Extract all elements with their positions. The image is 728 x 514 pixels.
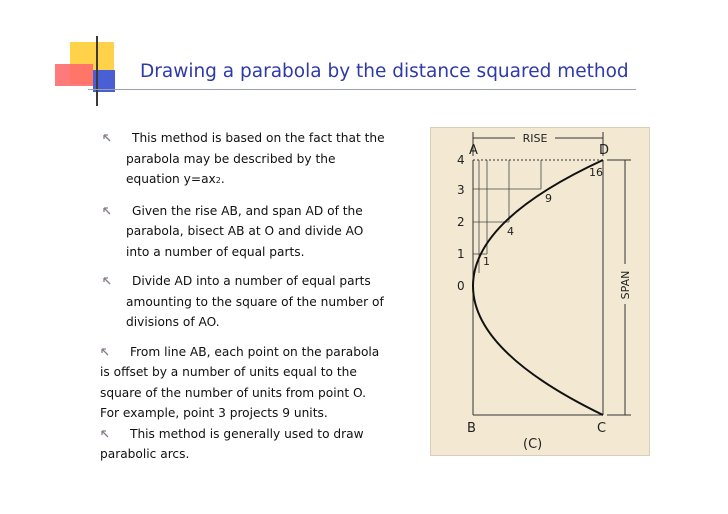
point-d-label: D xyxy=(599,143,610,158)
arrow-bullet-icon xyxy=(100,424,112,444)
parabola-diagram xyxy=(431,128,649,455)
point-a-label: A xyxy=(469,143,478,158)
title-underline xyxy=(88,89,636,90)
bullet-text-line: parabolic arcs. xyxy=(100,447,190,461)
equation-subscript: 2 xyxy=(215,176,221,185)
bullet-text-line: amounting to the square of the number of xyxy=(126,294,384,309)
division-label-3: 3 xyxy=(457,183,465,197)
slide-title: Drawing a parabola by the distance squared method xyxy=(140,61,629,82)
arrow-bullet-icon xyxy=(102,128,114,148)
decor-vertical-line xyxy=(96,36,98,106)
arrow-bullet-icon xyxy=(100,342,112,362)
bullet-text-line: into a number of equal parts. xyxy=(126,244,305,259)
bullet-text-line: Given the rise AB, and span AD of the xyxy=(132,203,363,218)
offset-label-16: 16 xyxy=(589,166,603,179)
bullet-text-line xyxy=(102,169,402,192)
arrow-bullet-icon xyxy=(102,201,114,221)
bullet-item xyxy=(100,342,402,424)
point-b-label: B xyxy=(467,421,476,436)
bullet-text-line: parabola, bisect AB at O and divide AO xyxy=(126,224,364,238)
parabola-curve xyxy=(473,160,603,415)
equation-text: equation y=ax xyxy=(126,172,216,186)
division-label-0: 0 xyxy=(457,279,465,293)
bullet-item xyxy=(102,201,402,263)
bullet-text-line: Divide AD into a number of equal parts xyxy=(132,274,371,288)
bullet-text-line: From line AB, each point on the parabola xyxy=(130,344,380,359)
bullet-text-line: square of the number of units from point O. xyxy=(100,385,366,400)
decor-red-block xyxy=(55,64,93,86)
bullet-item xyxy=(102,271,402,333)
division-label-1: 1 xyxy=(457,247,465,261)
offset-label-1: 1 xyxy=(483,255,490,268)
division-label-2: 2 xyxy=(457,215,465,229)
figure-caption: (C) xyxy=(523,437,543,452)
bullet-text-line: divisions of AO. xyxy=(126,315,220,329)
point-c-label: C xyxy=(597,421,607,436)
offset-label-9: 9 xyxy=(545,192,552,205)
bullet-list xyxy=(102,128,402,474)
bullet-text-line: This method is generally used to draw xyxy=(130,426,364,441)
bullet-text-line: is offset by a number of units equal to the xyxy=(100,365,357,379)
bullet-item xyxy=(100,424,402,465)
offset-label-4: 4 xyxy=(507,225,514,238)
equation-suffix: . xyxy=(220,172,225,186)
bullet-text-line: parabola may be described by the xyxy=(126,151,336,166)
division-label-4: 4 xyxy=(457,153,465,167)
bullet-item xyxy=(102,128,402,192)
bullet-text-line: This method is based on the fact that the xyxy=(132,131,385,145)
bullet-text-line: For example, point 3 projects 9 units. xyxy=(100,406,328,420)
parabola-figure xyxy=(430,127,650,456)
rise-label: RISE xyxy=(522,132,548,145)
arrow-bullet-icon xyxy=(102,271,114,291)
span-label: SPAN xyxy=(619,270,632,300)
